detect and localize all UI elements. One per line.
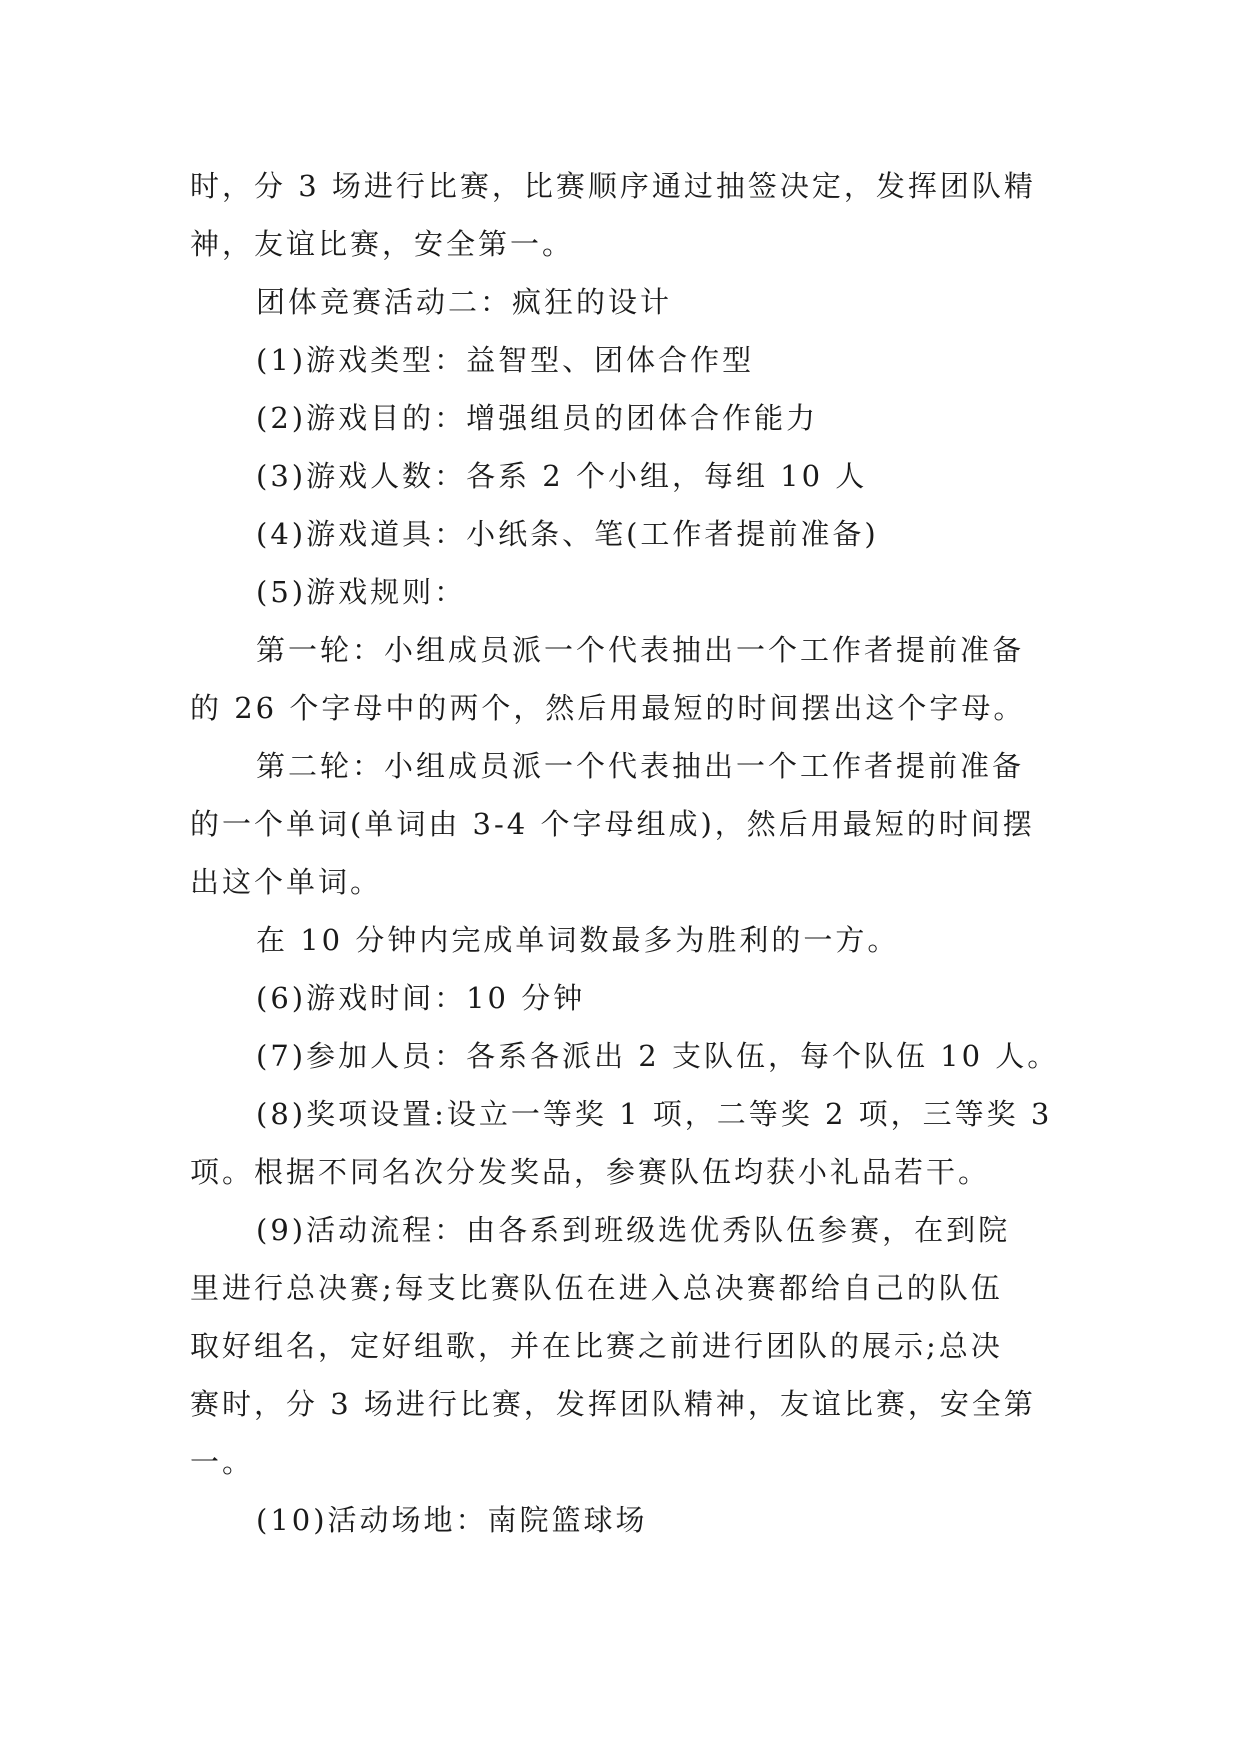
paragraph bbox=[190, 911, 1070, 969]
list-item bbox=[190, 1201, 1070, 1491]
text-line: (7)参加人员：各系各派出 2 支队伍，每个队伍 10 人。 bbox=[256, 1039, 1060, 1073]
text-line: (5)游戏规则： bbox=[256, 575, 467, 609]
document-body bbox=[190, 157, 1070, 1549]
text-line: 一。 bbox=[190, 1445, 255, 1479]
list-item bbox=[190, 1491, 1070, 1549]
text-line: 第一轮：小组成员派一个代表抽出一个工作者提前准备 bbox=[256, 633, 1025, 667]
text-line: (4)游戏道具：小纸条、笔(工作者提前准备) bbox=[256, 517, 879, 551]
paragraph bbox=[190, 157, 1070, 273]
list-item bbox=[190, 389, 1070, 447]
text-line: 的一个单词(单词由 3-4 个字母组成)，然后用最短的时间摆 bbox=[190, 807, 1035, 841]
list-item bbox=[190, 505, 1070, 563]
text-line: (8)奖项设置:设立一等奖 1 项，二等奖 2 项，三等奖 3 bbox=[256, 1097, 1053, 1131]
text-line: (9)活动流程：由各系到班级选优秀队伍参赛，在到院 bbox=[256, 1213, 1011, 1247]
text-line: 的 26 个字母中的两个，然后用最短的时间摆出这个字母。 bbox=[190, 691, 1026, 725]
paragraph bbox=[190, 737, 1070, 911]
text-line: 第二轮：小组成员派一个代表抽出一个工作者提前准备 bbox=[256, 749, 1025, 783]
text-line: (3)游戏人数：各系 2 个小组，每组 10 人 bbox=[256, 459, 868, 493]
section-heading bbox=[190, 273, 1070, 331]
text-line: (1)游戏类型：益智型、团体合作型 bbox=[256, 343, 755, 377]
text-line: 项。根据不同名次分发奖品，参赛队伍均获小礼品若干。 bbox=[190, 1155, 991, 1189]
list-item bbox=[190, 331, 1070, 389]
text-line: (6)游戏时间：10 分钟 bbox=[256, 981, 586, 1015]
text-line: 出这个单词。 bbox=[190, 865, 383, 899]
list-item bbox=[190, 969, 1070, 1027]
paragraph bbox=[190, 621, 1070, 737]
list-item bbox=[190, 1027, 1070, 1085]
text-line: 神，友谊比赛，安全第一。 bbox=[190, 227, 575, 261]
list-item bbox=[190, 563, 1070, 621]
text-line: (2)游戏目的：增强组员的团体合作能力 bbox=[256, 401, 819, 435]
list-item bbox=[190, 447, 1070, 505]
text-line: 在 10 分钟内完成单词数最多为胜利的一方。 bbox=[256, 923, 900, 957]
text-line: 取好组名，定好组歌，并在比赛之前进行团队的展示;总决 bbox=[190, 1329, 1003, 1363]
text-line: 时，分 3 场进行比赛，比赛顺序通过抽签决定，发挥团队精 bbox=[190, 169, 1036, 203]
text-line: 赛时，分 3 场进行比赛，发挥团队精神，友谊比赛，安全第 bbox=[190, 1387, 1036, 1421]
list-item bbox=[190, 1085, 1070, 1201]
text-line: 团体竞赛活动二：疯狂的设计 bbox=[256, 285, 673, 319]
text-line: (10)活动场地：南院篮球场 bbox=[256, 1503, 648, 1537]
text-line: 里进行总决赛;每支比赛队伍在进入总决赛都给自己的队伍 bbox=[190, 1271, 1003, 1305]
